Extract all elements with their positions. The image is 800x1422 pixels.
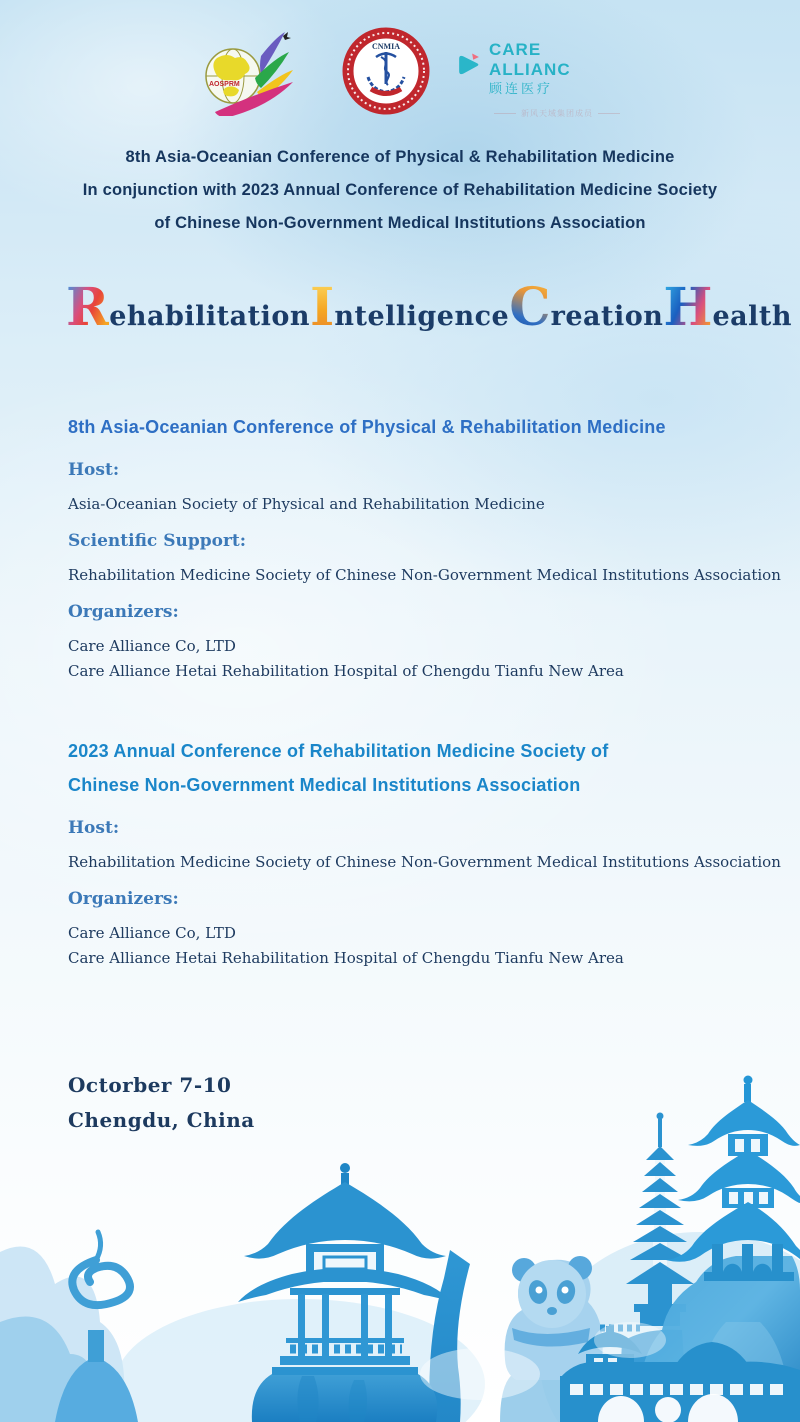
motto-initial-c: C xyxy=(509,277,551,338)
title-line-3: of Chinese Non-Government Medical Institutions Association xyxy=(154,214,646,232)
cnmia-seal xyxy=(342,27,430,115)
host-value-2: Rehabilitation Medicine Society of Chinese Non-Government Medical Institutions Association xyxy=(68,853,781,871)
section-2-heading xyxy=(68,734,748,802)
poster-title xyxy=(0,141,800,240)
motto-word-health xyxy=(663,277,793,338)
scientific-support-block xyxy=(68,531,781,588)
motto-word-creation xyxy=(509,277,664,338)
motto-initial-r: R xyxy=(66,277,110,338)
organizer-line-2: Care Alliance Hetai Rehabilitation Hospital of Chengdu Tianfu New Area xyxy=(68,662,624,680)
organizers-label: Organizers: xyxy=(68,602,179,622)
section-2-heading-line-2: Chinese Non-Government Medical Institutions Association xyxy=(68,775,581,795)
organizers-block xyxy=(68,602,748,684)
title-line-2: In conjunction with 2023 Annual Conference of Rehabilitation Medicine Society xyxy=(82,181,718,199)
scientific-support-value: Rehabilitation Medicine Society of Chinese Non-Government Medical Institutions Association xyxy=(68,566,781,584)
motto-rest-creation: reation xyxy=(550,301,664,332)
organizers-block-2 xyxy=(68,889,748,971)
mist-highlight xyxy=(420,1348,540,1400)
host-label-2: Host: xyxy=(68,818,120,838)
motto-initial-h: H xyxy=(663,277,713,338)
section-aoprm-conference xyxy=(68,410,781,696)
motto-initial-i: I xyxy=(310,277,335,338)
section-annual-conference xyxy=(68,734,781,983)
motto-rest-health: ealth xyxy=(712,301,793,332)
cnmia-seal-graphic xyxy=(342,27,430,115)
host-block-2 xyxy=(68,818,781,875)
care-alliance-chinese-name: 顾连医疗 xyxy=(489,81,554,96)
motto-word-rehabilitation xyxy=(66,277,311,338)
care-alliance-name: CARE ALLIANC xyxy=(489,40,571,79)
title-line-1: 8th Asia-Oceanian Conference of Physical & Rehabilitation Medicine xyxy=(125,148,675,166)
host-label: Host: xyxy=(68,460,120,480)
organizer-2-line-2: Care Alliance Hetai Rehabilitation Hospital of Chengdu Tianfu New Area xyxy=(68,949,624,967)
host-block xyxy=(68,460,748,517)
event-location: Chengdu, China xyxy=(68,1108,255,1132)
organizers-label-2: Organizers: xyxy=(68,889,179,909)
care-alliance-logo xyxy=(455,40,625,118)
aosprm-label: AOSPRM xyxy=(209,81,240,88)
event-date: Octorber 7-10 xyxy=(68,1073,232,1097)
cnmia-label: CNMIA xyxy=(372,42,400,51)
aosprm-logo xyxy=(195,26,307,116)
motto-rest-intelligence: ntelligence xyxy=(334,301,510,332)
section-2-heading-line-1: 2023 Annual Conference of Rehabilitation Medicine Society of xyxy=(68,741,609,761)
mist-highlight-2 xyxy=(594,1322,666,1358)
organizer-line-1: Care Alliance Co, LTD xyxy=(68,637,236,655)
section-1-heading: 8th Asia-Oceanian Conference of Physical & Rehabilitation Medicine xyxy=(68,417,666,437)
motto-rest-rehabilitation: ehabilitation xyxy=(109,301,311,332)
aosprm-logo-graphic xyxy=(195,26,307,116)
care-alliance-tagline: 新风天域集团成员 xyxy=(489,108,625,119)
scientific-support-label: Scientific Support: xyxy=(68,531,247,551)
motto-row xyxy=(66,277,793,338)
motto-word-intelligence xyxy=(310,277,510,338)
host-value: Asia-Oceanian Society of Physical and Rehabilitation Medicine xyxy=(68,495,545,513)
care-alliance-icon xyxy=(455,40,481,90)
organizer-2-line-1: Care Alliance Co, LTD xyxy=(68,924,236,942)
event-date-location xyxy=(68,1068,255,1138)
